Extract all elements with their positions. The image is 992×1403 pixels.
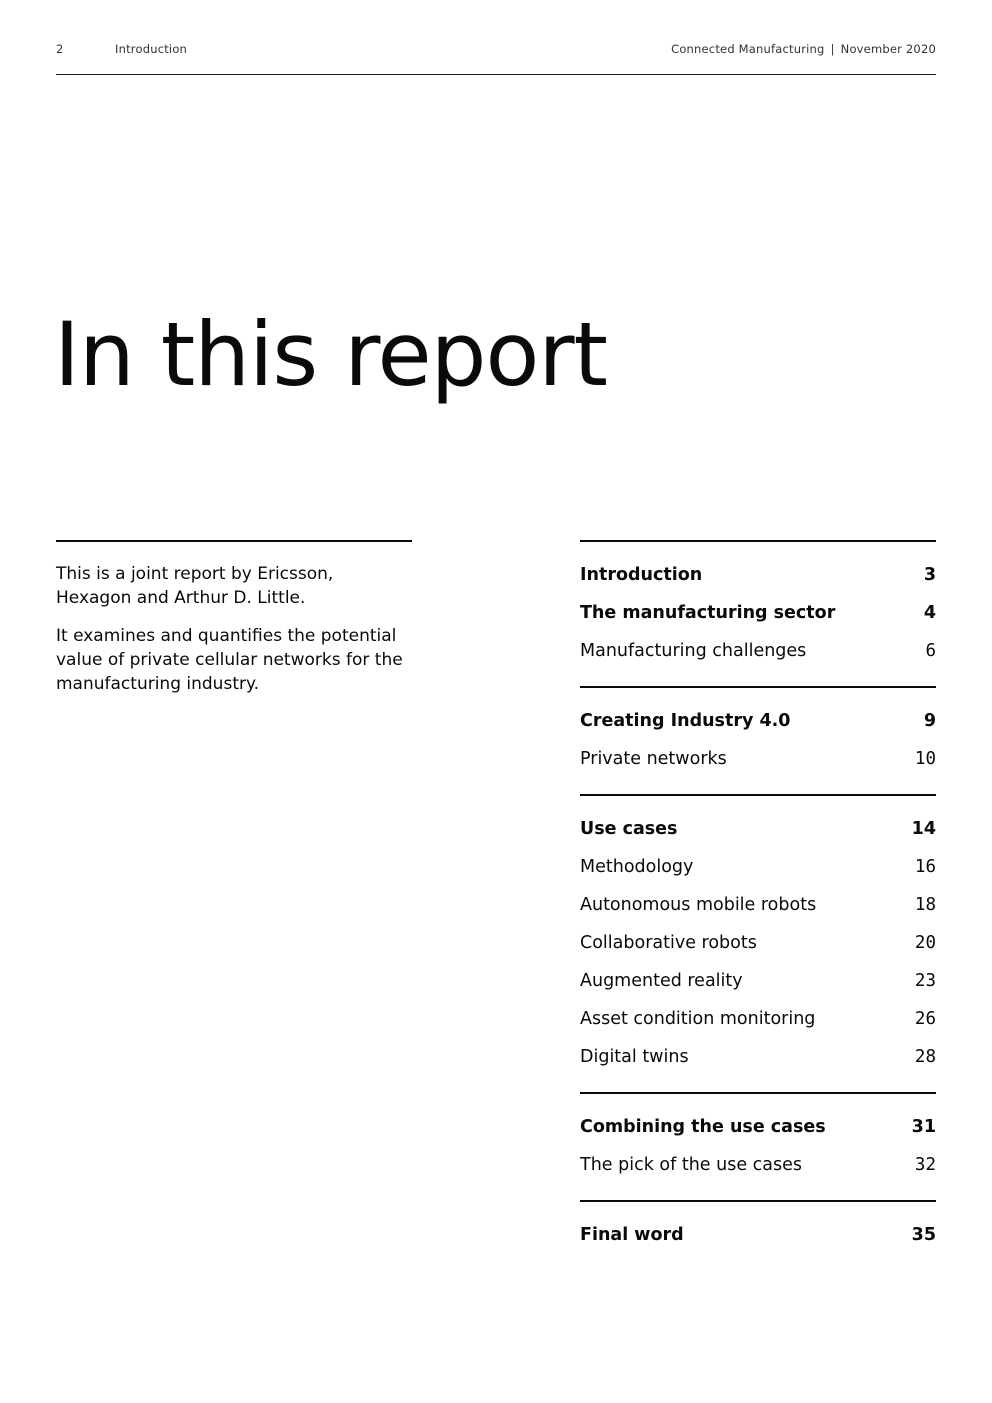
- page-number: 2: [56, 42, 64, 56]
- toc-entry-page: 18: [914, 895, 936, 915]
- toc-entry-manufacturing-challenges[interactable]: [580, 632, 936, 670]
- toc-entry-page: 20: [914, 933, 936, 953]
- toc-entry-creating-industry[interactable]: [580, 702, 936, 740]
- toc-entry-label: Collaborative robots: [580, 933, 757, 953]
- toc-entry-combining-use-cases[interactable]: [580, 1108, 936, 1146]
- toc-entry-label: Augmented reality: [580, 971, 743, 991]
- toc-entry-page: 9: [923, 711, 936, 731]
- publication-info: [671, 42, 936, 56]
- toc-entry-private-networks[interactable]: [580, 740, 936, 778]
- intro-block: [56, 540, 412, 710]
- toc-entry-label: Use cases: [580, 819, 678, 839]
- toc-entry-label: Introduction: [580, 565, 703, 585]
- publication-title: Connected Manufacturing: [671, 42, 825, 56]
- toc-group: [580, 794, 936, 1092]
- publication-date: November 2020: [840, 42, 936, 56]
- header-separator: |: [830, 42, 835, 56]
- section-label: Introduction: [115, 42, 188, 56]
- toc-entry-label: Private networks: [580, 749, 727, 769]
- toc-entry-methodology[interactable]: [580, 848, 936, 886]
- toc-entry-label: The pick of the use cases: [580, 1155, 802, 1175]
- toc-entry-augmented-reality[interactable]: [580, 962, 936, 1000]
- toc-group: [580, 686, 936, 794]
- toc-entry-label: Autonomous mobile robots: [580, 895, 817, 915]
- toc-entry-page: 35: [911, 1225, 936, 1245]
- toc-entry-label: Manufacturing challenges: [580, 641, 807, 661]
- toc-entry-asset-condition-monitoring[interactable]: [580, 1000, 936, 1038]
- toc-entry-autonomous-mobile-robots[interactable]: [580, 886, 936, 924]
- toc-entry-page: 4: [923, 603, 936, 623]
- toc-entry-label: Final word: [580, 1225, 684, 1245]
- toc-entry-page: 28: [914, 1047, 936, 1067]
- toc-entry-page: 16: [914, 857, 936, 877]
- toc-entry-manufacturing-sector[interactable]: [580, 594, 936, 632]
- toc-group: [580, 540, 936, 686]
- toc-entry-page: 31: [911, 1117, 936, 1137]
- toc-entry-page: 14: [911, 819, 936, 839]
- table-of-contents: [580, 540, 936, 1270]
- toc-entry-digital-twins[interactable]: [580, 1038, 936, 1076]
- toc-entry-label: Digital twins: [580, 1047, 689, 1067]
- toc-entry-page: 23: [914, 971, 936, 991]
- intro-paragraph: It examines and quantifies the potential value of private cellular networks for the manufacturing industry.: [56, 626, 403, 694]
- toc-entry-page: 10: [914, 749, 936, 769]
- toc-entry-label: Asset condition monitoring: [580, 1009, 816, 1029]
- toc-entry-page: 26: [914, 1009, 936, 1029]
- toc-entry-label: Creating Industry 4.0: [580, 711, 791, 731]
- intro-paragraph: This is a joint report by Ericsson, Hexagon and Arthur D. Little.: [56, 564, 334, 608]
- toc-entry-introduction[interactable]: [580, 556, 936, 594]
- toc-group: [580, 1200, 936, 1270]
- toc-entry-page: 32: [914, 1155, 936, 1175]
- page-header: [56, 42, 936, 62]
- toc-entry-label: Combining the use cases: [580, 1117, 826, 1137]
- toc-entry-page: 3: [923, 565, 936, 585]
- toc-entry-final-word[interactable]: [580, 1216, 936, 1254]
- toc-entry-pick-of-use-cases[interactable]: [580, 1146, 936, 1184]
- toc-entry-label: The manufacturing sector: [580, 603, 836, 623]
- header-rule: [56, 74, 936, 75]
- toc-entry-page: 6: [925, 641, 936, 661]
- toc-entry-collaborative-robots[interactable]: [580, 924, 936, 962]
- toc-entry-use-cases[interactable]: [580, 810, 936, 848]
- page-title: In this report: [54, 303, 608, 406]
- toc-group: [580, 1092, 936, 1200]
- toc-entry-label: Methodology: [580, 857, 694, 877]
